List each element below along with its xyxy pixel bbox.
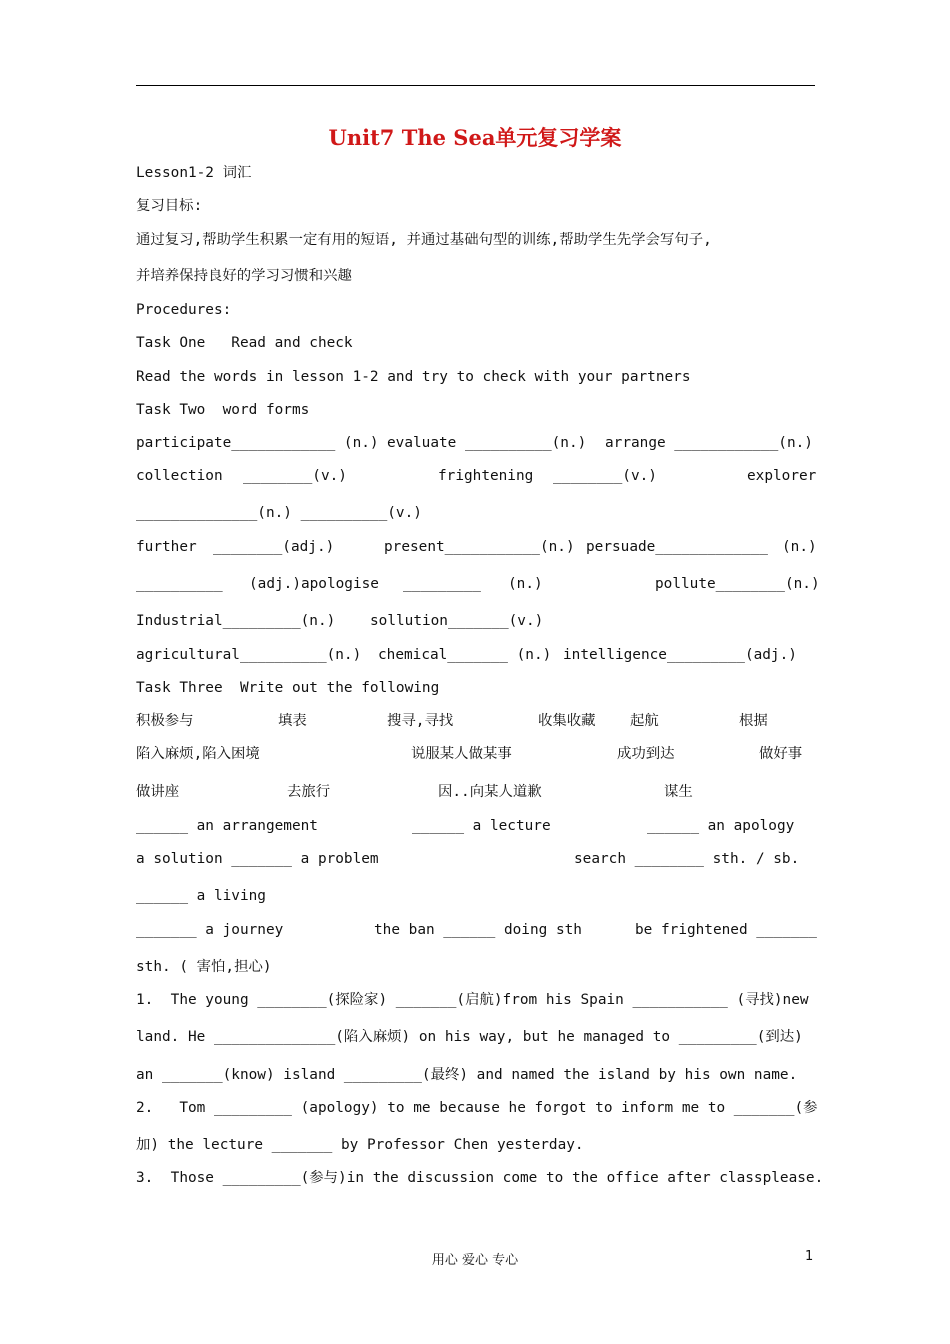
goal-text-1: 通过复习,帮助学生积累一定有用的短语, 并通过基础句型的训练,帮助学生先学会写句子, bbox=[136, 232, 712, 248]
phrase-item: sth. ( 害怕,担心) bbox=[136, 959, 272, 975]
word-form-item: __________ bbox=[136, 576, 223, 592]
procedures-label: Procedures: bbox=[136, 302, 232, 318]
phrase-item: ______ an apology bbox=[647, 818, 795, 834]
word-form-item: chemical_______ (n.) bbox=[378, 647, 552, 663]
task-one-heading: Task One Read and check bbox=[136, 335, 353, 351]
word-form-item: (adj.)apologise bbox=[249, 576, 379, 592]
page-number: 1 bbox=[805, 1249, 814, 1264]
phrase-row bbox=[136, 711, 815, 731]
phrase-item: ______ a lecture bbox=[412, 818, 551, 834]
word-form-item: (n.) bbox=[508, 576, 543, 592]
word-form-item: explorer bbox=[747, 468, 817, 484]
header-rule bbox=[136, 85, 815, 86]
phrase-item: the ban ______ doing sth bbox=[374, 922, 582, 938]
phrase-item: 起航 bbox=[630, 713, 659, 729]
goal-text-2: 并培养保持良好的学习习惯和兴趣 bbox=[136, 268, 352, 284]
task-two-heading: Task Two word forms bbox=[136, 402, 310, 418]
word-form-item: agricultural__________(n.) bbox=[136, 647, 362, 663]
phrase-item: 根据 bbox=[739, 713, 768, 729]
word-form-item: sollution_______(v.) bbox=[370, 613, 544, 629]
word-form-row bbox=[136, 537, 815, 557]
phrase-item: 因..向某人道歉 bbox=[438, 784, 542, 800]
word-form-item: participate____________ (n.) bbox=[136, 435, 379, 451]
phrase-item: 填表 bbox=[278, 713, 307, 729]
phrase-item: 做好事 bbox=[759, 746, 803, 762]
sentence-2-line-1: 2. Tom _________ (apology) to me because he forgot to inform me to _______(参 bbox=[136, 1100, 818, 1116]
word-form-item: ________(v.) bbox=[243, 468, 347, 484]
sentence-1-line-3: an _______(know) island _________(最终) and named the island by his own name. bbox=[136, 1067, 798, 1083]
phrase-item: ______ an arrangement bbox=[136, 818, 318, 834]
phrase-row bbox=[136, 782, 815, 802]
word-form-item: (n.) bbox=[782, 539, 817, 555]
word-form-item: _________ bbox=[403, 576, 481, 592]
word-form-row bbox=[136, 574, 820, 594]
sentence-1-line-2: land. He ______________(陷入麻烦) on his way, but he managed to _________(到达) bbox=[136, 1029, 803, 1045]
word-form-item: persuade_____________ bbox=[586, 539, 768, 555]
phrase-item: _______ a journey bbox=[136, 922, 284, 938]
word-form-item: ________(adj.) bbox=[213, 539, 335, 555]
phrase-row bbox=[136, 920, 815, 940]
phrase-row bbox=[136, 886, 815, 906]
phrase-item: 陷入麻烦,陷入困境 bbox=[136, 746, 260, 762]
goal-label: 复习目标: bbox=[136, 198, 203, 214]
word-form-item: Industrial_________(n.) bbox=[136, 613, 336, 629]
phrase-item: 搜寻,寻找 bbox=[387, 713, 454, 729]
phrase-row bbox=[136, 957, 815, 977]
phrase-item: be frightened _______ bbox=[635, 922, 817, 938]
page-footer: 用心 爱心 专心 bbox=[431, 1253, 519, 1268]
phrase-item: 做讲座 bbox=[136, 784, 180, 800]
page-title: Unit7 The Sea单元复习学案 bbox=[328, 125, 622, 150]
phrase-item: 去旅行 bbox=[287, 784, 331, 800]
sentence-3-line-1: 3. Those _________(参与)in the discussion come to the office after classplease. bbox=[136, 1170, 824, 1186]
sentence-2-line-2: 加) the lecture _______ by Professor Chen yesterday. bbox=[136, 1137, 584, 1153]
phrase-item: 收集收藏 bbox=[538, 713, 596, 729]
phrase-item: ______ a living bbox=[136, 888, 266, 904]
word-form-row bbox=[136, 466, 815, 486]
task-one-text: Read the words in lesson 1-2 and try to check with your partners bbox=[136, 369, 691, 385]
phrase-item: a solution _______ a problem bbox=[136, 851, 379, 867]
word-form-item: pollute________(n.) bbox=[655, 576, 820, 592]
phrase-item: 说服某人做某事 bbox=[411, 746, 512, 762]
sentence-1-line-1: 1. The young ________(探险家) _______(启航)from his Spain ___________ (寻找)new bbox=[136, 992, 809, 1008]
word-form-row bbox=[136, 611, 815, 631]
word-form-item: ________(v.) bbox=[553, 468, 657, 484]
phrase-row bbox=[136, 849, 815, 869]
word-form-item: evaluate __________(n.) bbox=[387, 435, 587, 451]
phrase-item: 积极参与 bbox=[136, 713, 194, 729]
phrase-row bbox=[136, 744, 815, 764]
word-form-item: further bbox=[136, 539, 197, 555]
word-form-row bbox=[136, 503, 815, 523]
word-form-row bbox=[136, 433, 815, 453]
word-form-item: frightening bbox=[438, 468, 534, 484]
word-form-item: collection bbox=[136, 468, 223, 484]
word-form-item: ______________(n.) __________(v.) bbox=[136, 505, 422, 521]
word-form-item: present___________(n.) bbox=[384, 539, 575, 555]
phrase-row bbox=[136, 816, 815, 836]
word-form-row bbox=[136, 645, 815, 665]
task-three-heading: Task Three Write out the following bbox=[136, 680, 440, 696]
phrase-item: 成功到达 bbox=[617, 746, 675, 762]
phrase-item: search ________ sth. / sb. bbox=[574, 851, 800, 867]
phrase-item: 谋生 bbox=[664, 784, 693, 800]
lesson-heading: Lesson1-2 词汇 bbox=[136, 165, 252, 181]
word-form-item: intelligence_________(adj.) bbox=[563, 647, 797, 663]
word-form-item: arrange ____________(n.) bbox=[605, 435, 813, 451]
